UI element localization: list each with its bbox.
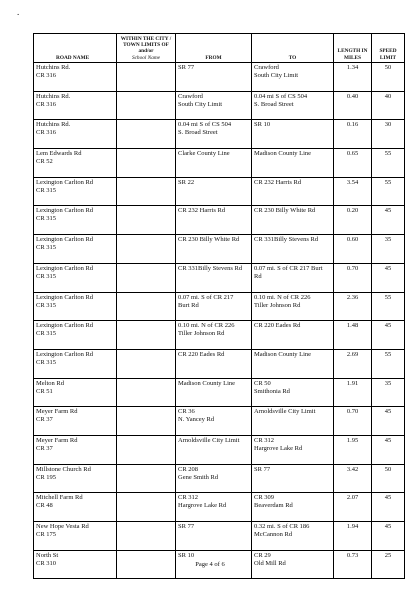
road-number: CR 310 <box>36 559 57 567</box>
cell-to <box>252 349 334 378</box>
cell-length: 1.34 <box>334 63 372 92</box>
to-line-2: Smithonia Rd <box>254 387 290 395</box>
to-line-1: Madison County Line <box>254 150 312 158</box>
cell-length: 0.40 <box>334 91 372 120</box>
cell-within-limits <box>117 177 176 206</box>
cell-road-name <box>34 206 117 235</box>
cell-to <box>252 292 334 321</box>
cell-road-name <box>34 120 117 149</box>
cell-from <box>176 120 252 149</box>
road-name: Lexington Carlton Rd <box>36 293 94 301</box>
cell-to <box>252 63 334 92</box>
cell-speed-limit: 45 <box>372 263 405 292</box>
road-number: CR 315 <box>36 244 57 252</box>
to-line-2: Rd <box>254 272 262 280</box>
cell-from <box>176 91 252 120</box>
cell-to <box>252 378 334 407</box>
cell-length: 3.42 <box>334 464 372 493</box>
from-line-1: Arnoldsville City Limit <box>178 436 240 444</box>
cell-speed-limit: 45 <box>372 206 405 235</box>
road-name: Millstone Church Rd <box>36 465 91 473</box>
cell-to <box>252 235 334 264</box>
table-row <box>34 435 405 464</box>
header-within-limits <box>117 34 176 63</box>
to-line-2: South City Limit <box>254 72 299 79</box>
to-line-1: 0.10 mi. N of CR 226 <box>254 293 311 301</box>
cell-to <box>252 149 334 178</box>
from-line-2: S. Broad Street <box>178 129 218 137</box>
to-line-1: CR 220 Eades Rd <box>254 322 301 330</box>
to-line-1: Madison County Line <box>254 350 312 358</box>
header-length: LENGTH IN MILES <box>334 34 372 63</box>
cell-within-limits <box>117 522 176 551</box>
road-number: CR 315 <box>36 186 57 194</box>
road-number: CR 315 <box>36 215 57 223</box>
cell-within-limits <box>117 349 176 378</box>
header-to: TO <box>252 34 334 63</box>
road-name: Melton Rd <box>36 379 64 387</box>
road-name: Lexington Carlton Rd <box>36 350 94 358</box>
cell-from <box>176 235 252 264</box>
from-line-1: CR 36 <box>178 408 195 416</box>
cell-road-name <box>34 321 117 350</box>
table-row <box>34 235 405 264</box>
cell-within-limits <box>117 263 176 292</box>
cell-speed-limit: 45 <box>372 493 405 522</box>
corner-dot: . <box>17 7 20 17</box>
road-number: CR 316 <box>36 100 57 108</box>
cell-to <box>252 435 334 464</box>
cell-from <box>176 206 252 235</box>
to-line-1: CR 230 Billy White Rd <box>254 207 316 215</box>
cell-length: 1.48 <box>334 321 372 350</box>
cell-within-limits <box>117 493 176 522</box>
road-number: CR 51 <box>36 387 53 395</box>
road-number: CR 315 <box>36 272 57 280</box>
cell-speed-limit: 45 <box>372 522 405 551</box>
cell-from <box>176 435 252 464</box>
cell-length: 1.94 <box>334 522 372 551</box>
cell-to <box>252 493 334 522</box>
cell-to <box>252 321 334 350</box>
cell-to <box>252 206 334 235</box>
cell-length: 0.20 <box>334 206 372 235</box>
header-within-sub: School Name <box>131 54 161 61</box>
cell-within-limits <box>117 149 176 178</box>
cell-from <box>176 349 252 378</box>
cell-speed-limit: 35 <box>372 235 405 264</box>
table-row <box>34 91 405 120</box>
cell-to <box>252 120 334 149</box>
cell-road-name <box>34 407 117 436</box>
to-line-1: Arnoldsville City Limit <box>254 408 316 416</box>
road-name: Hutchins Rd. <box>36 92 71 100</box>
cell-within-limits <box>117 435 176 464</box>
from-line-2: Tiller Johnson Rd <box>178 330 225 338</box>
to-line-1: CR 50 <box>254 379 271 387</box>
cell-within-limits <box>117 120 176 149</box>
cell-length: 3.54 <box>334 177 372 206</box>
cell-from <box>176 263 252 292</box>
cell-length: 2.69 <box>334 349 372 378</box>
to-line-2: Old Mill Rd <box>254 559 286 567</box>
cell-within-limits <box>117 91 176 120</box>
table-row <box>34 292 405 321</box>
from-line-1: SR 77 <box>178 64 195 71</box>
table-row <box>34 321 405 350</box>
cell-road-name <box>34 63 117 92</box>
cell-road-name <box>34 464 117 493</box>
to-line-1: SR 77 <box>254 465 271 473</box>
to-line-1: CR 312 <box>254 436 275 444</box>
cell-within-limits <box>117 235 176 264</box>
road-name: Meyer Farm Rd <box>36 436 78 444</box>
table-row <box>34 177 405 206</box>
from-line-2: South City Limit <box>178 100 223 108</box>
cell-road-name <box>34 177 117 206</box>
cell-length: 0.65 <box>334 149 372 178</box>
from-line-1: CR 232 Harris Rd <box>178 207 226 215</box>
cell-from <box>176 522 252 551</box>
road-number: CR 48 <box>36 502 53 510</box>
cell-length: 0.70 <box>334 407 372 436</box>
cell-from <box>176 63 252 92</box>
cell-road-name <box>34 493 117 522</box>
cell-from <box>176 149 252 178</box>
road-number: CR 315 <box>36 358 57 366</box>
table-row <box>34 206 405 235</box>
table-row <box>34 263 405 292</box>
cell-within-limits <box>117 378 176 407</box>
cell-speed-limit: 55 <box>372 349 405 378</box>
header-speed-limit: SPEED LIMIT <box>372 34 405 63</box>
header-from: FROM <box>176 34 252 63</box>
speed-limit-table <box>33 33 405 579</box>
table-row <box>34 407 405 436</box>
cell-length: 0.73 <box>334 550 372 579</box>
to-line-2: Hargrove Lake Rd <box>254 444 303 452</box>
cell-speed-limit: 40 <box>372 91 405 120</box>
header-within-main: WITHIN THE CITY / TOWN LIMITS OF and/or <box>120 35 172 55</box>
to-line-1: CR 29 <box>254 551 271 559</box>
cell-from <box>176 464 252 493</box>
cell-to <box>252 464 334 493</box>
cell-from <box>176 292 252 321</box>
from-line-1: 0.04 mi S of CS 504 <box>178 121 232 129</box>
from-line-2: Gene Smith Rd <box>178 473 219 481</box>
cell-road-name <box>34 435 117 464</box>
road-name: New Hope Vesta Rd <box>36 523 89 530</box>
cell-within-limits <box>117 206 176 235</box>
cell-speed-limit: 45 <box>372 321 405 350</box>
to-line-1: Crawford <box>254 64 279 71</box>
to-line-1: 0.04 mi S of CS 504 <box>254 92 308 100</box>
road-name: Hutchins Rd. <box>36 64 71 71</box>
header-row <box>34 34 405 63</box>
to-line-1: 0.07 mi. S of CR 217 Burt <box>254 264 323 272</box>
cell-speed-limit: 55 <box>372 177 405 206</box>
from-line-2: Hargrove Lake Rd <box>178 502 227 510</box>
table-row <box>34 120 405 149</box>
cell-length: 1.95 <box>334 435 372 464</box>
road-number: CR 316 <box>36 72 57 79</box>
table-row <box>34 493 405 522</box>
cell-speed-limit: 50 <box>372 464 405 493</box>
to-line-1: CR 232 Harris Rd <box>254 178 302 186</box>
from-line-1: Crawford <box>178 92 203 100</box>
cell-speed-limit: 45 <box>372 435 405 464</box>
road-number: CR 175 <box>36 531 57 538</box>
from-line-1: Madison County Line <box>178 379 236 387</box>
road-name: North St <box>36 551 59 559</box>
cell-within-limits <box>117 464 176 493</box>
road-number: CR 315 <box>36 330 57 338</box>
cell-within-limits <box>117 407 176 436</box>
cell-road-name <box>34 149 117 178</box>
from-line-2: N. Yancey Rd <box>178 416 215 424</box>
road-name: Meyer Farm Rd <box>36 408 78 416</box>
cell-to <box>252 407 334 436</box>
road-name: Lem Edwards Rd <box>36 150 82 158</box>
from-line-1: CR 312 <box>178 494 199 502</box>
cell-to <box>252 177 334 206</box>
road-name: Mitchell Farm Rd <box>36 494 83 502</box>
cell-within-limits <box>117 63 176 92</box>
cell-speed-limit: 55 <box>372 292 405 321</box>
from-line-1: SR 77 <box>178 523 195 530</box>
cell-from <box>176 321 252 350</box>
cell-from <box>176 378 252 407</box>
road-number: CR 37 <box>36 444 53 452</box>
to-line-2: Tiller Johnson Rd <box>254 301 301 309</box>
cell-length: 2.07 <box>334 493 372 522</box>
cell-within-limits <box>117 321 176 350</box>
table-row <box>34 378 405 407</box>
from-line-2: Burt Rd <box>178 301 199 309</box>
cell-length: 1.91 <box>334 378 372 407</box>
cell-speed-limit: 50 <box>372 63 405 92</box>
road-name: Lexington Carlton Rd <box>36 236 94 244</box>
table-row <box>34 349 405 378</box>
cell-speed-limit: 45 <box>372 407 405 436</box>
cell-to <box>252 91 334 120</box>
road-number: CR 195 <box>36 473 57 481</box>
cell-road-name <box>34 292 117 321</box>
table-row <box>34 63 405 92</box>
cell-road-name <box>34 378 117 407</box>
cell-road-name <box>34 522 117 551</box>
cell-speed-limit: 55 <box>372 149 405 178</box>
cell-length: 0.60 <box>334 235 372 264</box>
table-row <box>34 464 405 493</box>
cell-speed-limit: 35 <box>372 378 405 407</box>
cell-length: 0.16 <box>334 120 372 149</box>
to-line-2: McCannon Rd <box>254 531 293 538</box>
cell-length: 2.36 <box>334 292 372 321</box>
road-name: Lexington Carlton Rd <box>36 178 94 186</box>
to-line-2: S. Broad Street <box>254 100 294 108</box>
to-line-1: CR 331Billy Stevens Rd <box>254 236 319 244</box>
to-line-2: Beaverdam Rd <box>254 502 293 510</box>
from-line-1: CR 230 Billy White Rd <box>178 236 240 244</box>
cell-to <box>252 522 334 551</box>
from-line-1: CR 208 <box>178 465 199 473</box>
cell-length: 0.70 <box>334 263 372 292</box>
cell-from <box>176 407 252 436</box>
cell-from <box>176 177 252 206</box>
cell-road-name <box>34 235 117 264</box>
road-number: CR 315 <box>36 301 57 309</box>
from-line-1: 0.07 mi. S of CR 217 <box>178 293 234 301</box>
to-line-1: CR 309 <box>254 494 275 502</box>
cell-speed-limit: 30 <box>372 120 405 149</box>
cell-to <box>252 263 334 292</box>
from-line-1: Clarke County Line <box>178 150 230 158</box>
cell-road-name <box>34 91 117 120</box>
from-line-1: 0.10 mi. N of CR 226 <box>178 322 235 330</box>
to-line-1: 0.32 mi. S of CR 186 <box>254 523 310 530</box>
from-line-1: CR 331Billy Stevens Rd <box>178 264 243 272</box>
road-number: CR 37 <box>36 416 53 424</box>
header-road-name: ROAD NAME <box>34 34 117 63</box>
from-line-1: SR 22 <box>178 178 195 186</box>
table-row <box>34 149 405 178</box>
cell-speed-limit: 25 <box>372 550 405 579</box>
cell-road-name <box>34 263 117 292</box>
from-line-1: CR 220 Eades Rd <box>178 350 225 358</box>
cell-road-name <box>34 349 117 378</box>
road-name: Lexington Carlton Rd <box>36 264 94 272</box>
road-name: Hutchins Rd. <box>36 121 71 129</box>
road-name: Lexington Carlton Rd <box>36 322 94 330</box>
from-line-1: SR 10 <box>178 551 195 559</box>
road-number: CR 316 <box>36 129 57 137</box>
cell-within-limits <box>117 292 176 321</box>
table-row <box>34 522 405 551</box>
road-name: Lexington Carlton Rd <box>36 207 94 215</box>
page-footer: Page 4 of 6 <box>195 561 225 568</box>
road-number: CR 52 <box>36 158 53 166</box>
cell-from <box>176 493 252 522</box>
to-line-1: SR 10 <box>254 121 271 129</box>
